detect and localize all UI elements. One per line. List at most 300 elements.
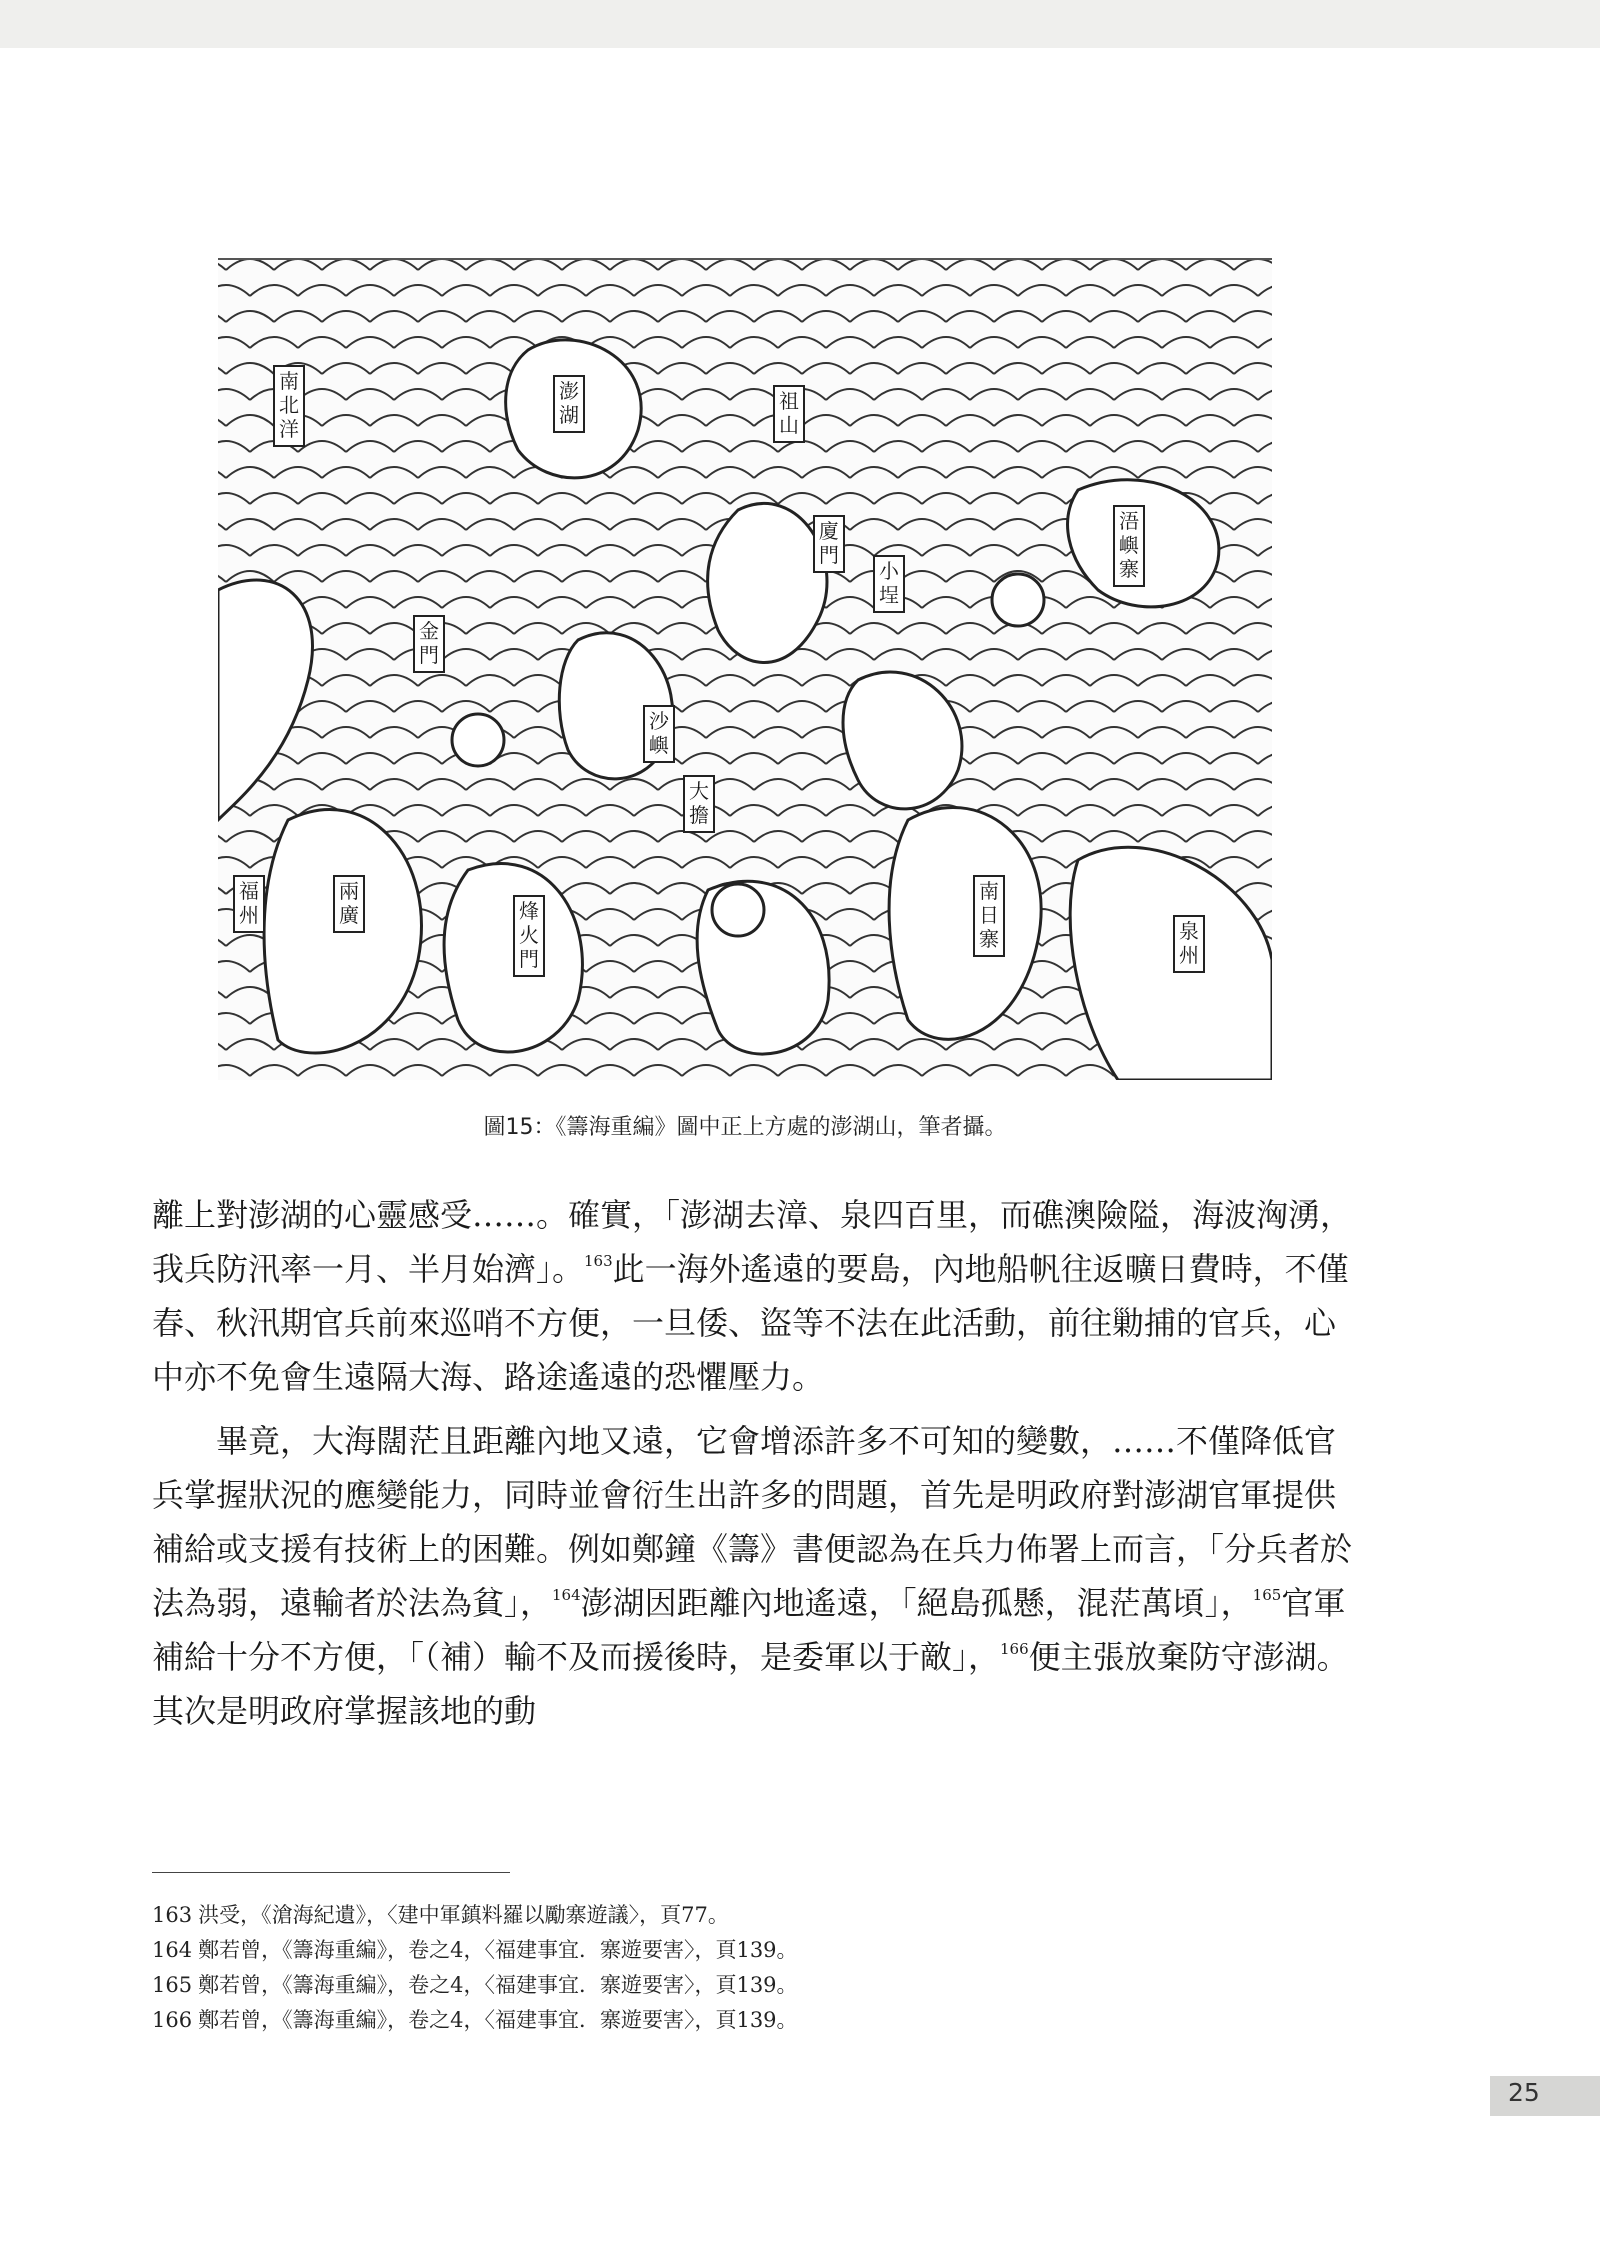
wave-stroke [634,1065,682,1076]
wave-stroke [898,519,946,530]
wave-stroke [370,311,418,322]
wave-stroke [298,1065,346,1076]
wave-stroke [466,519,514,530]
wave-stroke [226,467,274,478]
wave-stroke [346,1065,394,1076]
wave-stroke [730,337,778,348]
wave-stroke [610,779,658,790]
wave-stroke [1234,779,1272,790]
wave-stroke [226,415,274,426]
wave-stroke [802,831,850,842]
wave-stroke [1018,389,1066,400]
wave-stroke [346,337,394,348]
wave-stroke [850,987,898,998]
svg-text:福: 福 [239,879,259,903]
island-shape [889,807,1041,1039]
wave-stroke [946,467,994,478]
wave-stroke [850,363,898,374]
wave-stroke [418,519,466,530]
wave-stroke [1042,779,1090,790]
wave-stroke [394,493,442,504]
wave-stroke [274,571,322,582]
wave-stroke [1234,311,1272,322]
svg-text:火: 火 [519,923,539,947]
paragraph-text: 離上對澎湖的心靈感受……。確實，「澎湖去漳、泉四百里，而礁澳險隘，海波洶湧，我兵防汛率一月、半月始濟」。 [152,1196,1353,1288]
wave-stroke [658,987,706,998]
wave-stroke [922,597,970,608]
wave-stroke [1234,623,1272,634]
wave-stroke [346,545,394,556]
wave-stroke [1210,857,1258,868]
wave-stroke [1258,285,1272,296]
wave-stroke [1186,467,1234,478]
wave-stroke [346,701,394,712]
wave-stroke [994,727,1042,738]
wave-stroke [754,779,802,790]
wave-stroke [274,467,322,478]
wave-stroke [538,597,586,608]
wave-stroke [218,831,226,842]
wave-stroke [418,415,466,426]
wave-stroke [682,1065,730,1076]
wave-stroke [1018,493,1066,504]
wave-stroke [370,467,418,478]
wave-stroke [562,1039,610,1050]
map-place-label [234,876,264,932]
wave-stroke [1234,675,1272,686]
wave-stroke [802,675,850,686]
wave-stroke [1258,701,1272,712]
wave-stroke [218,389,250,400]
wave-stroke [394,1013,442,1024]
wave-stroke [682,285,730,296]
svg-text:北: 北 [279,393,299,417]
wave-stroke [754,260,802,270]
wave-stroke [466,623,514,634]
wave-stroke [826,389,874,400]
map-place-label [274,366,304,446]
wave-stroke [1090,727,1138,738]
wave-stroke [730,441,778,452]
svg-text:浯: 浯 [1119,509,1139,533]
wave-stroke [682,753,730,764]
wave-stroke [1186,311,1234,322]
wave-stroke [1234,260,1272,270]
map-seal-circle [992,574,1044,626]
wave-stroke [322,727,370,738]
wave-stroke [538,805,586,816]
wave-stroke [946,415,994,426]
wave-stroke [226,831,274,842]
paragraph-text: 便主張放棄防守澎湖。其次是明政府掌握該地的動 [152,1638,1349,1730]
wave-stroke [730,753,778,764]
wave-stroke [442,389,490,400]
wave-stroke [442,597,490,608]
wave-stroke [1258,441,1272,452]
wave-stroke [1090,415,1138,426]
wave-stroke [1138,311,1186,322]
wave-stroke [706,260,754,270]
wave-stroke [226,519,274,530]
wave-stroke [394,545,442,556]
wave-stroke [466,571,514,582]
wave-stroke [1018,649,1066,660]
footnote-text: 鄭若曾，《籌海重編》，卷之4，〈福建事宜．寨遊要害〉，頁139。 [198,1973,798,1997]
body-text [152,1188,1352,1738]
wave-stroke [634,1013,682,1024]
wave-stroke [586,805,634,816]
wave-stroke [1090,467,1138,478]
wave-stroke [634,909,682,920]
wave-stroke [514,675,562,686]
wave-stroke [298,389,346,400]
wave-stroke [1090,623,1138,634]
wave-stroke [610,311,658,322]
wave-stroke [730,1065,778,1076]
wave-stroke [1186,623,1234,634]
wave-stroke [218,883,226,894]
wave-stroke [658,260,706,270]
svg-text:沙: 沙 [649,709,669,733]
wave-stroke [1210,597,1258,608]
wave-stroke [1162,701,1210,712]
wave-stroke [754,363,802,374]
wave-stroke [274,311,322,322]
wave-stroke [394,597,442,608]
svg-text:山: 山 [779,413,799,437]
wave-stroke [1258,545,1272,556]
wave-stroke [394,701,442,712]
wave-stroke [226,260,274,270]
svg-text:金: 金 [419,619,439,643]
svg-text:小: 小 [879,559,899,583]
wave-stroke [346,597,394,608]
wave-stroke [418,311,466,322]
wave-stroke [490,337,538,348]
wave-stroke [730,389,778,400]
wave-stroke [1210,753,1258,764]
wave-stroke [802,311,850,322]
wave-stroke [586,961,634,972]
wave-stroke [586,493,634,504]
wave-stroke [874,285,922,296]
wave-stroke [1210,701,1258,712]
wave-stroke [490,545,538,556]
wave-stroke [682,857,730,868]
wave-stroke [922,649,970,660]
wave-stroke [922,1065,970,1076]
wave-stroke [1042,831,1090,842]
wave-stroke [1042,623,1090,634]
wave-stroke [1210,649,1258,660]
wave-stroke [218,1039,226,1050]
wave-stroke [218,441,250,452]
footnote-text: 鄭若曾，《籌海重編》，卷之4，〈福建事宜．寨遊要害〉，頁139。 [198,2008,798,2032]
wave-stroke [1186,727,1234,738]
wave-stroke [218,961,250,972]
wave-stroke [898,467,946,478]
svg-text:兩: 兩 [339,879,359,903]
island-shape [708,503,827,662]
wave-stroke [754,675,802,686]
wave-stroke [322,467,370,478]
wave-stroke [370,623,418,634]
map-place-label [1174,916,1204,972]
wave-stroke [538,493,586,504]
wave-stroke [634,545,682,556]
wave-stroke [1090,363,1138,374]
wave-stroke [370,675,418,686]
wave-stroke [346,753,394,764]
wave-stroke [610,571,658,582]
wave-stroke [298,545,346,556]
wave-stroke [490,805,538,816]
wave-stroke [826,597,874,608]
wave-stroke [970,389,1018,400]
wave-stroke [1138,727,1186,738]
wave-stroke [682,389,730,400]
wave-stroke [946,571,994,582]
wave-stroke [1066,753,1114,764]
wave-stroke [274,260,322,270]
wave-stroke [730,493,778,504]
wave-stroke [730,857,778,868]
page-number: 25 [1508,2078,1540,2107]
wave-stroke [1234,519,1272,530]
wave-stroke [466,467,514,478]
wave-stroke [922,285,970,296]
wave-stroke [226,311,274,322]
wave-stroke [490,285,538,296]
footnote-number: 163 [152,1903,193,1927]
wave-stroke [826,649,874,660]
wave-stroke [1114,389,1162,400]
wave-stroke [1258,753,1272,764]
wave-stroke [946,311,994,322]
wave-stroke [802,415,850,426]
wave-stroke [1162,337,1210,348]
map-place-label [874,556,904,612]
wave-stroke [490,597,538,608]
page-number-tab [1490,2076,1600,2116]
wave-stroke [658,623,706,634]
wave-stroke [682,701,730,712]
wave-stroke [850,831,898,842]
wave-stroke [778,753,826,764]
map-place-label [814,516,844,572]
wave-stroke [586,1013,634,1024]
svg-text:嶼: 嶼 [649,733,669,757]
wave-stroke [1138,415,1186,426]
map-place-label [974,876,1004,956]
wave-stroke [634,597,682,608]
wave-stroke [418,260,466,270]
wave-stroke [874,337,922,348]
wave-stroke [1114,649,1162,660]
svg-text:廣: 廣 [339,903,359,927]
wave-stroke [658,1039,706,1050]
wave-stroke [610,519,658,530]
footnote-text: 鄭若曾，《籌海重編》，卷之4，〈福建事宜．寨遊要害〉，頁139。 [198,1938,798,1962]
footnote-number: 165 [152,1973,193,1997]
wave-stroke [946,260,994,270]
wave-stroke [514,260,562,270]
wave-stroke [250,1065,298,1076]
wave-stroke [1258,909,1272,920]
wave-stroke [1090,675,1138,686]
wave-stroke [1018,701,1066,712]
wave-stroke [994,311,1042,322]
wave-stroke [970,649,1018,660]
wave-stroke [706,675,754,686]
wave-stroke [850,623,898,634]
wave-stroke [562,571,610,582]
wave-stroke [898,571,946,582]
wave-stroke [682,441,730,452]
wave-stroke [754,727,802,738]
wave-stroke [1186,415,1234,426]
map-seal-circle [712,884,764,936]
figure-caption: 圖15：《籌海重編》圖中正上方處的澎湖山，筆者攝。 [483,1115,1007,1140]
wave-stroke [298,493,346,504]
wave-stroke [322,571,370,582]
wave-stroke [826,909,874,920]
wave-stroke [634,961,682,972]
paragraph-2 [152,1414,1352,1738]
wave-stroke [1018,753,1066,764]
wave-stroke [418,571,466,582]
wave-stroke [706,727,754,738]
wave-stroke [1042,311,1090,322]
wave-stroke [562,779,610,790]
wave-stroke [394,805,442,816]
wave-stroke [490,649,538,660]
wave-stroke [1138,260,1186,270]
wave-stroke [1066,649,1114,660]
wave-stroke [442,441,490,452]
footnote-ref-164: 164 [552,1586,581,1604]
wave-stroke [322,415,370,426]
wave-stroke [322,363,370,374]
wave-stroke [874,493,922,504]
footnote-ref-166: 166 [1000,1640,1029,1658]
wave-stroke [1018,1013,1066,1024]
wave-stroke [658,883,706,894]
footnote-165 [152,1968,1252,2003]
wave-stroke [370,519,418,530]
svg-text:州: 州 [1179,943,1199,967]
wave-stroke [1042,727,1090,738]
wave-stroke [1090,831,1138,842]
wave-stroke [1066,285,1114,296]
wave-stroke [1162,753,1210,764]
wave-stroke [1162,285,1210,296]
wave-stroke [610,467,658,478]
wave-stroke [298,441,346,452]
wave-stroke [1258,649,1272,660]
wave-stroke [802,467,850,478]
wave-stroke [706,363,754,374]
wave-stroke [874,1065,922,1076]
wave-stroke [970,337,1018,348]
wave-stroke [730,701,778,712]
wave-stroke [562,311,610,322]
wave-stroke [946,363,994,374]
wave-stroke [1042,415,1090,426]
wave-stroke [1210,337,1258,348]
wave-stroke [994,675,1042,686]
wave-stroke [1234,467,1272,478]
wave-stroke [1066,597,1114,608]
wave-stroke [418,831,466,842]
wave-stroke [898,311,946,322]
wave-stroke [466,363,514,374]
wave-stroke [658,363,706,374]
wave-stroke [1066,441,1114,452]
wave-stroke [994,363,1042,374]
wave-stroke [850,1039,898,1050]
wave-stroke [826,441,874,452]
wave-stroke [706,467,754,478]
wave-stroke [682,493,730,504]
wave-stroke [898,623,946,634]
wave-stroke [634,441,682,452]
wave-stroke [586,545,634,556]
wave-stroke [970,1065,1018,1076]
wave-stroke [466,260,514,270]
wave-stroke [298,597,346,608]
wave-stroke [218,467,226,478]
wave-stroke [370,415,418,426]
paragraph-text: 澎湖因距離內地遙遠，「絕島孤懸，混茫萬頃」， [580,1584,1253,1622]
wave-stroke [850,415,898,426]
wave-stroke [1138,623,1186,634]
wave-stroke [1186,675,1234,686]
paragraph-text: 畢竟，大海闊茫且距離內地又遠，它會增添許多不可知的變數，……不僅降低官兵掌握狀況的應變能力，同時並會衍生出許多的問題，首先是明政府對澎湖官軍提供補給或支援有技術上的困難。例如鄭鐘《籌》書便認為在兵力佈署上而言，「分兵者於法為弱，遠輸者於法為貧」， [152,1422,1353,1622]
wave-stroke [1210,441,1258,452]
wave-stroke [218,1013,250,1024]
wave-stroke [322,623,370,634]
wave-stroke [514,571,562,582]
wave-stroke [250,805,298,816]
wave-stroke [1258,389,1272,400]
wave-stroke [226,1039,274,1050]
wave-stroke [1138,779,1186,790]
wave-stroke [490,493,538,504]
map-place-label [514,896,544,976]
wave-stroke [1018,441,1066,452]
footnote-number: 164 [152,1938,193,1962]
wave-stroke [1114,701,1162,712]
wave-stroke [586,597,634,608]
wave-stroke [778,337,826,348]
wave-stroke [826,961,874,972]
wave-stroke [442,1065,490,1076]
wave-stroke [658,571,706,582]
wave-stroke [1114,441,1162,452]
wave-stroke [370,260,418,270]
wave-stroke [922,441,970,452]
wave-stroke [778,1065,826,1076]
svg-text:廈: 廈 [819,519,839,543]
footnote-number: 166 [152,2008,193,2032]
svg-text:烽: 烽 [519,899,539,923]
wave-stroke [634,805,682,816]
wave-stroke [1138,467,1186,478]
svg-text:洋: 洋 [279,417,299,441]
wave-stroke [538,1065,586,1076]
wave-stroke [394,753,442,764]
